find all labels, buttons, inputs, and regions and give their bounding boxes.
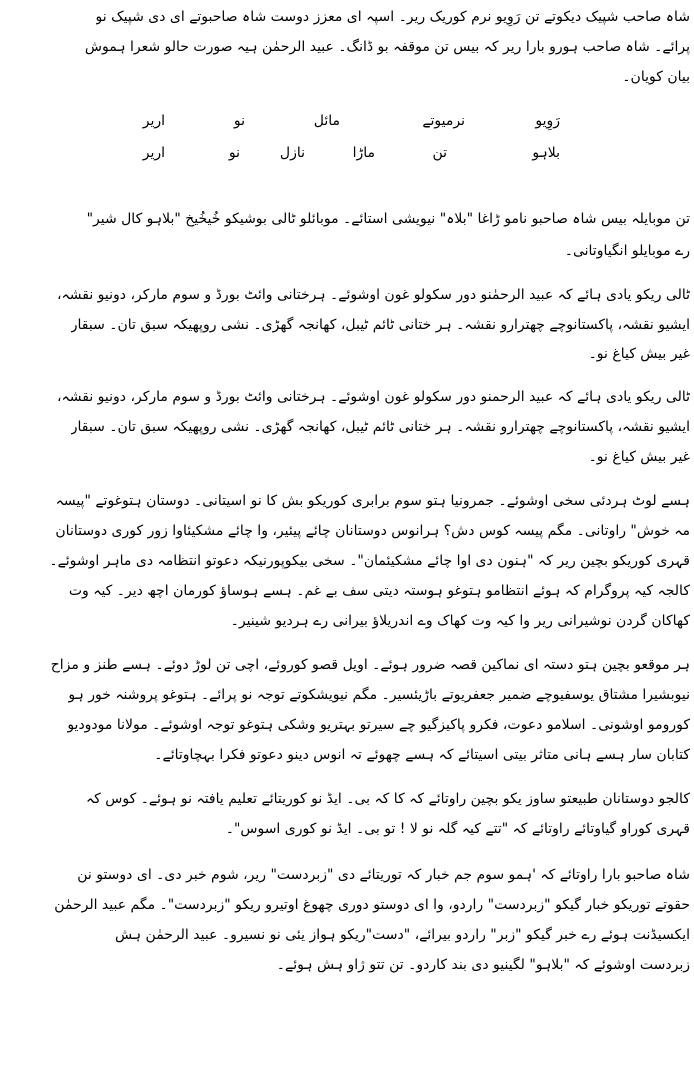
paragraph-line: پرائے۔ شاہ صاحب ہورو بارا ریر کہ بیس تن موقفہ بو ڈانگ۔ عبید الرحمٰن ہیہ صورت حالو شعرا ہموش xyxy=(84,39,690,55)
poem-word: ماڑا xyxy=(352,145,375,161)
paragraph-line: کالجو دوستانان طبیعتو ساوز یکو بچین راوتائے کہ کا کہ بی۔ ایڈ نو کوریتائے تعلیم یافتہ نو ہوئے۔ کوس کہ xyxy=(85,791,690,807)
poem-line-2 xyxy=(130,142,570,166)
paragraph-line: حقوتے توریکو خبار گیکو "زبردست" راردو، وا ای دوستو دوری چھوغ اوتیرو ریکو "زبردست"۔ مگم عبید الرحمٰن xyxy=(54,897,690,913)
paragraph-line: غیر بیش کیاغ نو۔ xyxy=(588,346,690,362)
paragraph-line: ایکسیڈنت ہوئے رے خبر گیکو "زبر" راردو بیرائے، "دست"ریکو ہواز یئی نو نسیرو۔ عبید الرحمٰن ہش xyxy=(115,927,690,943)
poem-word: بلاہو xyxy=(532,145,560,161)
paragraph-line: کھاکان گردن نوشیرانی ریر وا کیہ وت کھاک وے اندریلاؤ بیرانی رے ہردیو شینیر۔ xyxy=(230,613,690,629)
paragraph-line: شاہ صاحب شپیک دیکوتے تن رَوِیو نرم کوریک ریر۔ اسپہ ای معزز دوست شاہ صاحبوتے ای دی شپیک نو xyxy=(95,9,690,25)
paragraph-line: زبردست اوشوئے کہ "بلاہو" لگینیو دی بند کاردو۔ تن تتو ژاو ہش ہوئے۔ xyxy=(276,957,690,973)
poem-word: نو xyxy=(228,145,240,161)
poem-line-1 xyxy=(130,110,570,134)
paragraph-line: مہ خوش" راوتانی۔ مگم پیسہ کوس دش؟ ہرانوس دوستانان چائے پیئیر، وا چائے مشکیئاوا زور کوری دوستانان xyxy=(55,523,690,539)
paragraph-line: قہری کوراو گیاوتائے راوتائے کہ "تتے کیہ گلہ نو لا ! تو بی۔ ایڈ نو کوری اسوس"۔ xyxy=(225,821,690,837)
paragraph-line: غیر بیش کیاغ نو۔ xyxy=(588,449,690,465)
paragraph-line: بیان کویان۔ xyxy=(622,69,690,85)
poem-word: نرمیوتے xyxy=(422,113,465,129)
poem-word: تن xyxy=(432,145,447,161)
poem-word: رَوِیو xyxy=(535,113,560,129)
paragraph-line: ٹالی ریکو یادی ہائے کہ عبید الرحمنو دور سکولو غون اوشوئے۔ ہرختانی وائٹ بورڈ و سوم مارکر، دونیو نقشہ، xyxy=(57,389,690,405)
paragraph-line: کورومو اوشونی۔ اسلامو دعوت، فکرو پاکیزگیو چے سیرتو بہتریو وشکی ہتوغو توجہ اوشوئے۔ مولانا مودودیو xyxy=(67,717,690,733)
paragraph-line: شاہ صاحبو بارا راوتائے کہ 'ہمو سوم جم خبار کہ توریتائے دی "زبردست" ریر، شوم خبر دی۔ ای دوستو نن xyxy=(77,867,690,883)
poem-word: اریر xyxy=(142,145,165,161)
paragraph-line: نیوبشیرا مشتاق یوسفیوچے ضمیر جعفریوتے باڑیئسیر۔ مگم نیویشکوتے توجہ نو پرائے۔ ہتوغو پروشنہ خور ہو xyxy=(68,687,690,703)
poem-word: نو xyxy=(233,113,245,129)
paragraph-line: ٹالی ریکو یادی ہائے کہ عبید الرحمٰنو دور سکولو غون اوشوئے۔ ہرختانی وائٹ بورڈ و سوم مارکر، دونیو نقشہ، xyxy=(57,287,690,303)
paragraph-line: رے موبایلو انگیاوتانی۔ xyxy=(564,243,690,259)
paragraph-line: کالجہ کیہ پروگرام کہ ہوئے انتظامو ہتوغو ہوستہ دیتی سف بے غم۔ ہسے ہوساؤ کورمان اچھ دیر۔ کیہ وت xyxy=(68,583,690,599)
paragraph-line: ہر موقعو بچین ہتو دستہ ای نماکین قصہ ضرور ہوئے۔ اویل قصو کوروئے، اچی تن لوڑ دوئے۔ ہسے طنز و مزاح xyxy=(50,657,690,673)
paragraph-line: کتابان سار ہسے ہانی متاثر بیتی اسیتائے کہ ہسے چھوئے تہ انوس دینو دعوتو فکرا بہچاوتائے۔ xyxy=(154,747,690,763)
paragraph-line: ایشیو نقشہ، پاکستانوچے چھترارو نقشہ۔ ہر ختانی ٹائم ٹیبل، کھانجہ گھڑی۔ نشی روپھیکہ سبق تان۔ سبقار xyxy=(70,317,690,333)
paragraph-line: قہری کوریکو بچین ریر کہ "ہنون دی اوا چائے مشکیئمان"۔ سخی بیکوپورنیکہ دعوتو انتظامہ دی ماہر اوشوئے۔ xyxy=(49,553,690,569)
paragraph-line: ایشیو نقشہ، پاکستانوچے چھترارو نقشہ۔ ہر ختانی ٹائم ٹیبل، کھانجہ گھڑی۔ نشی روپھیکہ سبق تان۔ سبقار xyxy=(70,419,690,435)
paragraph-line: تن موبایلہ بیس شاہ صاحبو نامو ڑاغا "بلاہ" نیویشی استائے۔ موبائلو ٹالی بوشیکو خُیخُیخ "بلاہو کال شیر" xyxy=(86,211,690,227)
paragraph-line: ہسے لوٹ ہردئی سخی اوشوئے۔ جمرونیا ہتو سوم برابری کوریکو بش کا نو اسیتانی۔ دوستان ہتوغوتے "پیسہ xyxy=(55,493,690,509)
poem-word: نازل xyxy=(279,145,305,161)
poem-word: مائل xyxy=(313,113,340,129)
poem-word: اریر xyxy=(142,113,165,129)
